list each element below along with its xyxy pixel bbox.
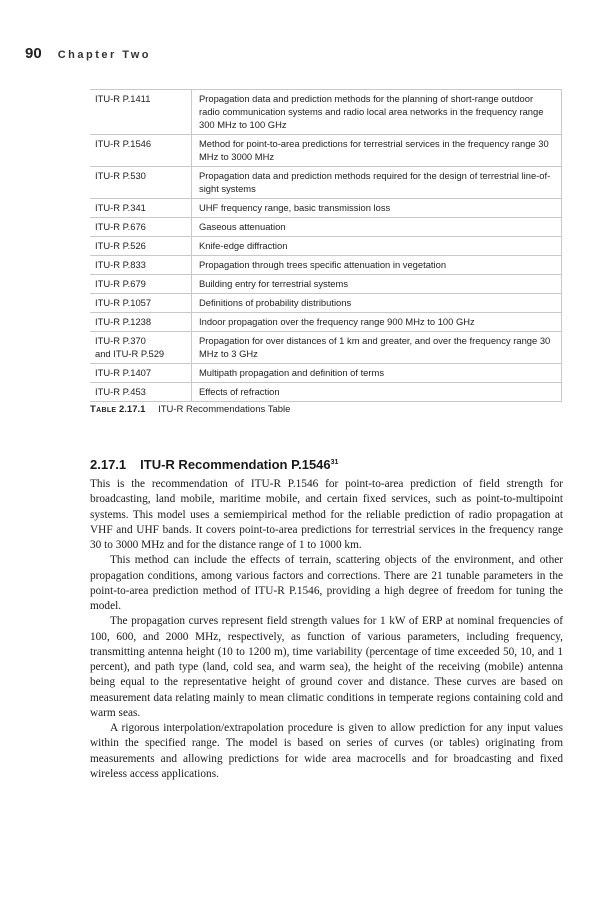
table-cell-code-line: and ITU-R P.529 bbox=[95, 348, 165, 359]
table-cell-code: ITU-R P.1238 bbox=[90, 313, 192, 332]
table-cell-code: ITU-R P.526 bbox=[90, 237, 192, 256]
table-cell-code: ITU-R P.676 bbox=[90, 218, 192, 237]
chapter-label: Chapter Two bbox=[57, 49, 151, 61]
running-head bbox=[25, 45, 151, 62]
table-cell-description: Gaseous attenuation bbox=[192, 218, 562, 237]
table-row bbox=[90, 199, 562, 218]
table-cell-code: ITU-R P.1411 bbox=[90, 90, 192, 135]
table-cell-description: Propagation data and prediction methods required for the design of terrestrial line-of-sight systems bbox=[192, 167, 562, 199]
table-row bbox=[90, 275, 562, 294]
paragraph: The propagation curves represent field strength values for 1 kW of ERP at nominal frequencies of 100, 600, and 2000 MHz, respectively, as function of various parameters, including frequency, transmitting antenna height (10 to 1200 m), time variability (percentage of time exceeded 50, 10, and 1 percent), and path type (land, cold sea, and warm sea), the height of the receiving (mobile) antenna being equal to the representative height of ground cover and distance. These curves are based on measurement data relating mainly to mean climatic conditions in temperate regions containing cold and warm seas. bbox=[90, 615, 563, 719]
table-cell-code: ITU-R P.1546 bbox=[90, 135, 192, 167]
paragraph: This is the recommendation of ITU-R P.1546 for point-to-area prediction of field strength for broadcasting, land mobile, maritime mobile, and certain fixed services, such as point-to-multipoint systems. This model uses a semiempirical method for the reliable prediction of radio propagation at VHF and UHF bands. It covers point-to-area predictions for terrestrial services in the frequency range 30 to 3000 MHz and for the distance range of 1 to 1000 km. bbox=[90, 478, 563, 551]
table-caption-text: ITU-R Recommendations Table bbox=[158, 404, 291, 415]
table-cell-description: Knife-edge diffraction bbox=[192, 237, 562, 256]
table-row bbox=[90, 364, 562, 383]
table-row bbox=[90, 313, 562, 332]
table-cell-code: ITU-R P.1407 bbox=[90, 364, 192, 383]
section-heading bbox=[90, 457, 338, 472]
paragraph: A rigorous interpolation/extrapolation procedure is given to allow prediction for any input values within the specified range. The model is based on series of curves (or tables) originating from measurements and allowing predictions for wide area macrocells and for broadcasting and fixed wireless access applications. bbox=[90, 722, 563, 780]
table-row bbox=[90, 167, 562, 199]
table-cell-code: ITU-R P.453 bbox=[90, 383, 192, 402]
table-row bbox=[90, 135, 562, 167]
table-cell-description: Multipath propagation and definition of terms bbox=[192, 364, 562, 383]
table-cell-code bbox=[90, 332, 192, 364]
table-cell-description: Propagation through trees specific attenuation in vegetation bbox=[192, 256, 562, 275]
table-row bbox=[90, 218, 562, 237]
table-cell-description: Indoor propagation over the frequency range 900 MHz to 100 GHz bbox=[192, 313, 562, 332]
table-cell-code: ITU-R P.341 bbox=[90, 199, 192, 218]
footnote-marker: 31 bbox=[330, 459, 339, 466]
table-cell-code: ITU-R P.679 bbox=[90, 275, 192, 294]
section-number: 2.17.1 bbox=[90, 457, 127, 472]
table-caption bbox=[90, 404, 290, 415]
table-row bbox=[90, 237, 562, 256]
table-row bbox=[90, 294, 562, 313]
table-cell-description: Effects of refraction bbox=[192, 383, 562, 402]
table-row bbox=[90, 90, 562, 135]
table-row bbox=[90, 383, 562, 402]
table-cell-description: Building entry for terrestrial systems bbox=[192, 275, 562, 294]
table-cell-code: ITU-R P.833 bbox=[90, 256, 192, 275]
table-caption-number: 2.17.1 bbox=[119, 404, 146, 415]
table-row bbox=[90, 256, 562, 275]
table-cell-description: Propagation for over distances of 1 km and greater, and over the frequency range 30 MHz to 3 GHz bbox=[192, 332, 562, 364]
section-title: ITU-R Recommendation P.1546 bbox=[140, 457, 331, 472]
page-number: 90 bbox=[25, 45, 42, 62]
recommendations-table bbox=[90, 89, 562, 402]
table-cell-code-line: ITU-R P.370 bbox=[95, 335, 146, 346]
table-caption-label: Table bbox=[90, 404, 117, 415]
table-row bbox=[90, 332, 562, 364]
table-cell-code: ITU-R P.1057 bbox=[90, 294, 192, 313]
table-cell-description: Propagation data and prediction methods for the planning of short-range outdoor radio communication systems and radio local area networks in the frequency range 300 MHz to 100 GHz bbox=[192, 90, 562, 135]
paragraph: This method can include the effects of terrain, scattering objects of the environment, and other propagation conditions, among various factors and corrections. There are 21 tunable parameters in the point-to-area prediction method of ITU-R P.1546, providing a high degree of freedom for tuning the model. bbox=[90, 554, 563, 612]
table-cell-description: UHF frequency range, basic transmission loss bbox=[192, 199, 562, 218]
table-cell-description: Definitions of probability distributions bbox=[192, 294, 562, 313]
table-cell-description: Method for point-to-area predictions for terrestrial services in the frequency range 30 MHz to 3000 MHz bbox=[192, 135, 562, 167]
body-text bbox=[90, 477, 563, 782]
table-cell-code: ITU-R P.530 bbox=[90, 167, 192, 199]
